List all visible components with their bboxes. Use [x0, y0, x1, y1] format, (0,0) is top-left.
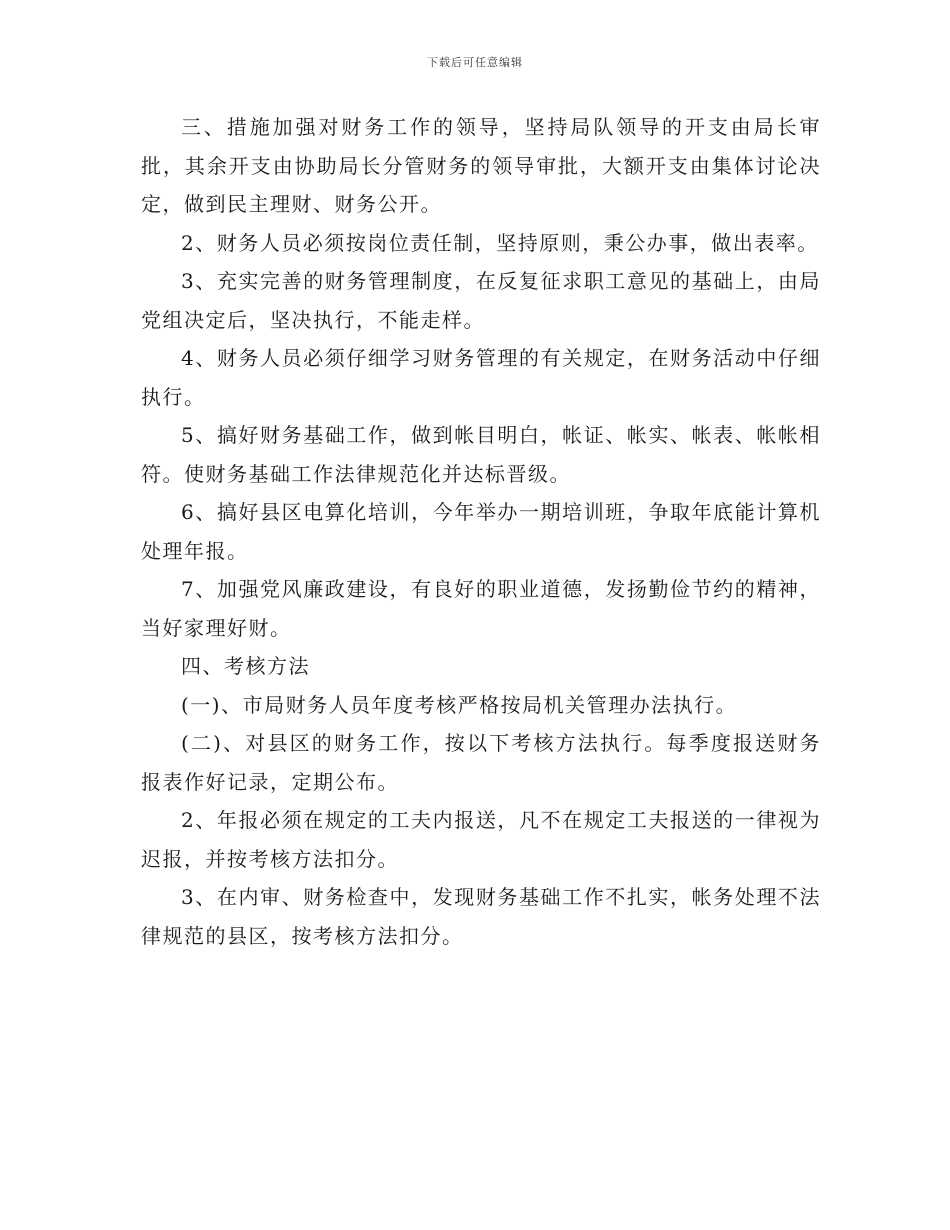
paragraph-assessment-item-2: 2、年报必须在规定的工夫内报送，凡不在规定工夫报送的一律视为迟报，并按考核方法扣分。: [141, 808, 821, 871]
paragraph-item-7: 7、加强党风廉政建设，有良好的职业道德，发扬勤俭节约的精神，当好家理好财。: [141, 577, 821, 640]
paragraph-assessment-2: (二)、对县区的财务工作，按以下考核方法执行。每季度报送财务报表作好记录，定期公布。: [141, 731, 821, 794]
paragraph-assessment-1: (一)、市局财务人员年度考核严格按局机关管理办法执行。: [181, 692, 738, 717]
paragraph-item-6: 6、搞好县区电算化培训，今年举办一期培训班，争取年底能计算机处理年报。: [141, 500, 821, 563]
section-heading-assessment: 四、考核方法: [181, 654, 310, 678]
paragraph-assessment-item-3: 3、在内审、财务检查中，发现财务基础工作不扎实，帐务处理不法律规范的县区，按考核方法扣分。: [141, 885, 821, 948]
page-header: 下载后可任意编辑: [427, 56, 523, 69]
paragraph-item-3: 3、充实完善的财务管理制度，在反复征求职工意见的基础上，由局党组决定后，坚决执行，不能走样。: [141, 269, 821, 332]
paragraph-item-2: 2、财务人员必须按岗位责任制，坚持原则，秉公办事，做出表率。: [181, 230, 819, 255]
paragraph-item-4: 4、财务人员必须仔细学习财务管理的有关规定，在财务活动中仔细执行。: [141, 346, 821, 409]
paragraph-item-5: 5、搞好财务基础工作，做到帐目明白，帐证、帐实、帐表、帐帐相符。使财务基础工作法律规范化并达标晋级。: [141, 423, 821, 486]
document-body: [141, 108, 821, 955]
paragraph-measures: 三、措施加强对财务工作的领导，坚持局队领导的开支由局长审批，其余开支由协助局长分管财务的领导审批，大额开支由集体讨论决定，做到民主理财、财务公开。: [141, 115, 821, 216]
